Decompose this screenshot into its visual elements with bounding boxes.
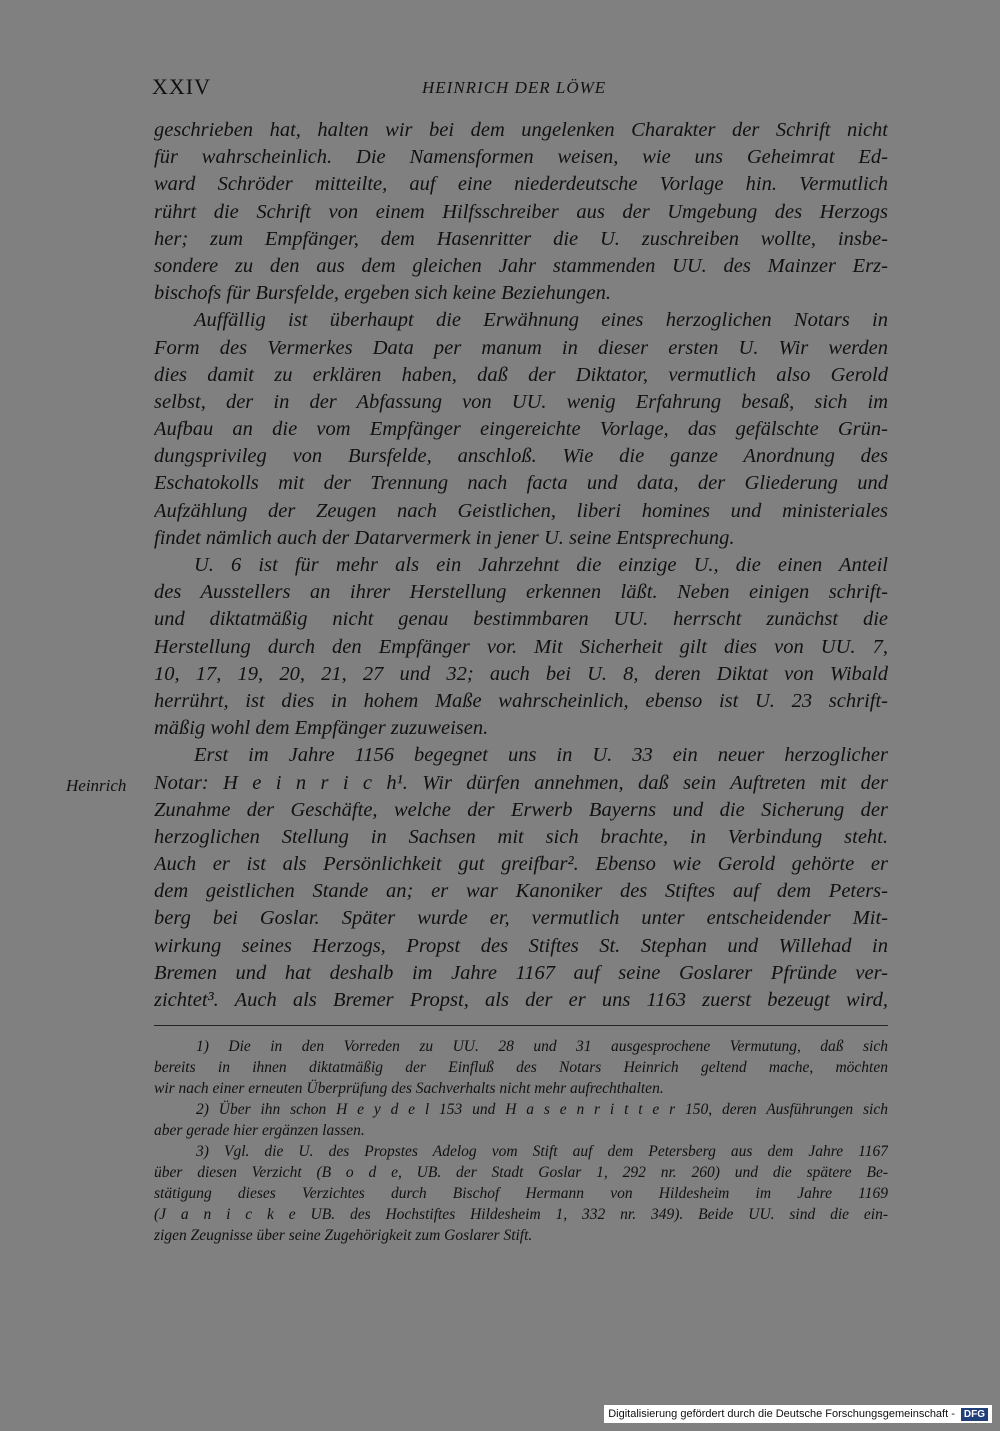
text-line: sondere zu den aus dem gleichen Jahr stammenden UU. des Mainzer Erz- xyxy=(154,254,888,277)
text-line: Zunahme der Geschäfte, welche der Erwerb Bayerns und die Sicherung der xyxy=(154,798,888,821)
text-line: her; zum Empfänger, dem Hasenritter die U. zuschreiben wollte, insbe- xyxy=(154,227,888,250)
text-line: Notar: H e i n r i c h¹. Wir dürfen annehmen, daß sein Auftreten mit der xyxy=(154,771,888,794)
text-line: ward Schröder mitteilte, auf eine niederdeutsche Vorlage hin. Vermutlich xyxy=(154,173,888,196)
dfg-logo: DFG xyxy=(961,1408,988,1421)
text-line: Eschatokolls mit der Trennung nach facta und data, der Gliederung und xyxy=(154,472,888,495)
text-line: geschrieben hat, halten wir bei dem ungelenken Charakter der Schrift nicht xyxy=(154,119,888,141)
text-line: des Ausstellers an ihrer Herstellung erkennen läßt. Neben einigen schrift- xyxy=(154,581,888,604)
text-line: U. 6 ist für mehr als ein Jahrzehnt die einzige U., die einen Anteil xyxy=(194,554,888,576)
page-number: XXIV xyxy=(152,74,211,99)
footnote-line: 3) Vgl. die U. des Propstes Adelog vom Stift auf dem Petersberg aus dem Jahre 1167 xyxy=(196,1143,888,1160)
text-line: 10, 17, 19, 20, 21, 27 und 32; auch bei U. 8, deren Diktat von Wibald xyxy=(154,662,888,685)
running-title: HEINRICH DER LÖWE xyxy=(422,78,607,97)
text-line: Herstellung durch den Empfänger vor. Mit Sicherheit gilt dies von UU. 7, xyxy=(154,635,888,658)
footnote-line: stätigung dieses Verzichtes durch Bischof Hermann von Hildesheim im Jahre 1169 xyxy=(154,1185,888,1202)
main-text xyxy=(154,117,888,1014)
text-line: Bremen und hat deshalb im Jahre 1167 auf seine Goslarer Pfründe ver- xyxy=(154,961,888,984)
text-line: rührt die Schrift von einem Hilfsschreiber aus der Umgebung des Herzogs xyxy=(154,200,888,223)
footnote-line: bereits in ihnen diktatmäßig der Einfluß des Notars Heinrich geltend mache, möchten xyxy=(154,1059,888,1076)
text-line: für wahrscheinlich. Die Namensformen weisen, wie uns Geheimrat Ed- xyxy=(154,146,888,169)
footnotes xyxy=(154,1036,888,1246)
footnote-line: über diesen Verzicht (B o d e, UB. der Stadt Goslar 1, 292 nr. 260) und die spätere Be- xyxy=(154,1164,888,1181)
footer-banner xyxy=(604,1405,992,1423)
footnote-line: 2) Über ihn schon H e y d e l 153 und H a s e n r i t t e r 150, deren Ausführungen sich xyxy=(196,1101,888,1118)
footnote-line: aber gerade hier ergänzen lassen. xyxy=(154,1122,365,1139)
text-line: mäßig wohl dem Empfänger zuzuweisen. xyxy=(154,717,489,740)
text-line: dem geistlichen Stande an; er war Kanoniker des Stiftes auf dem Peters- xyxy=(154,880,888,903)
footnote-line: zigen Zeugnisse über seine Zugehörigkeit zum Goslarer Stift. xyxy=(154,1227,533,1244)
text-line: berg bei Goslar. Später wurde er, vermutlich unter entscheidender Mit- xyxy=(154,907,888,930)
text-line: findet nämlich auch der Datarvermerk in jener U. seine Entsprechung. xyxy=(154,526,735,549)
text-line: dungsprivileg von Bursfelde, anschloß. Wie die ganze Anordnung des xyxy=(154,445,888,468)
text-line: dies damit zu erklären haben, daß der Diktator, vermutlich also Gerold xyxy=(154,363,888,386)
text-line: Aufbau an die vom Empfänger eingereichte Vorlage, das gefälschte Grün- xyxy=(154,418,888,441)
margin-note: Heinrich xyxy=(66,776,127,795)
footnote-line: wir nach einer erneuten Überprüfung des Sachverhalts nicht mehr aufrechthalten. xyxy=(154,1080,664,1097)
text-line: herrührt, ist dies in hohem Maße wahrscheinlich, ebenso ist U. 23 schrift- xyxy=(154,689,888,712)
page-header xyxy=(152,74,888,104)
text-line: zichtet³. Auch als Bremer Propst, als der er uns 1163 zuerst bezeugt wird, xyxy=(154,989,888,1011)
text-line: Auffällig ist überhaupt die Erwähnung eines herzoglichen Notars in xyxy=(194,309,888,332)
text-line: herzoglichen Stellung in Sachsen mit sich brachte, in Verbindung steht. xyxy=(154,825,888,848)
text-line: wirkung seines Herzogs, Propst des Stiftes St. Stephan und Willehad in xyxy=(154,934,888,957)
text-line: bischofs für Bursfelde, ergeben sich keine Beziehungen. xyxy=(154,282,611,305)
text-line: und diktatmäßig nicht genau bestimmbaren UU. herrscht zunächst die xyxy=(154,608,888,631)
footnote-divider xyxy=(154,1025,888,1026)
footer-text: Digitalisierung gefördert durch die Deutsche Forschungsgemeinschaft - xyxy=(608,1408,955,1420)
text-line: Erst im Jahre 1156 begegnet uns in U. 33 ein neuer herzoglicher xyxy=(194,744,888,767)
footnote-line: 1) Die in den Vorreden zu UU. 28 und 31 ausgesprochene Vermutung, daß sich xyxy=(196,1038,888,1055)
text-line: Aufzählung der Zeugen nach Geistlichen, liberi homines und ministeriales xyxy=(154,499,888,522)
footnote-line: (J a n i c k e UB. des Hochstiftes Hildesheim 1, 332 nr. 349). Beide UU. sind die ein- xyxy=(154,1206,888,1223)
text-line: Form des Vermerkes Data per manum in dieser ersten U. Wir werden xyxy=(154,336,888,359)
text-line: Auch er ist als Persönlichkeit gut greifbar². Ebenso wie Gerold gehörte er xyxy=(154,853,888,876)
text-line: selbst, der in der Abfassung von UU. wenig Erfahrung besaß, sich im xyxy=(154,390,888,413)
